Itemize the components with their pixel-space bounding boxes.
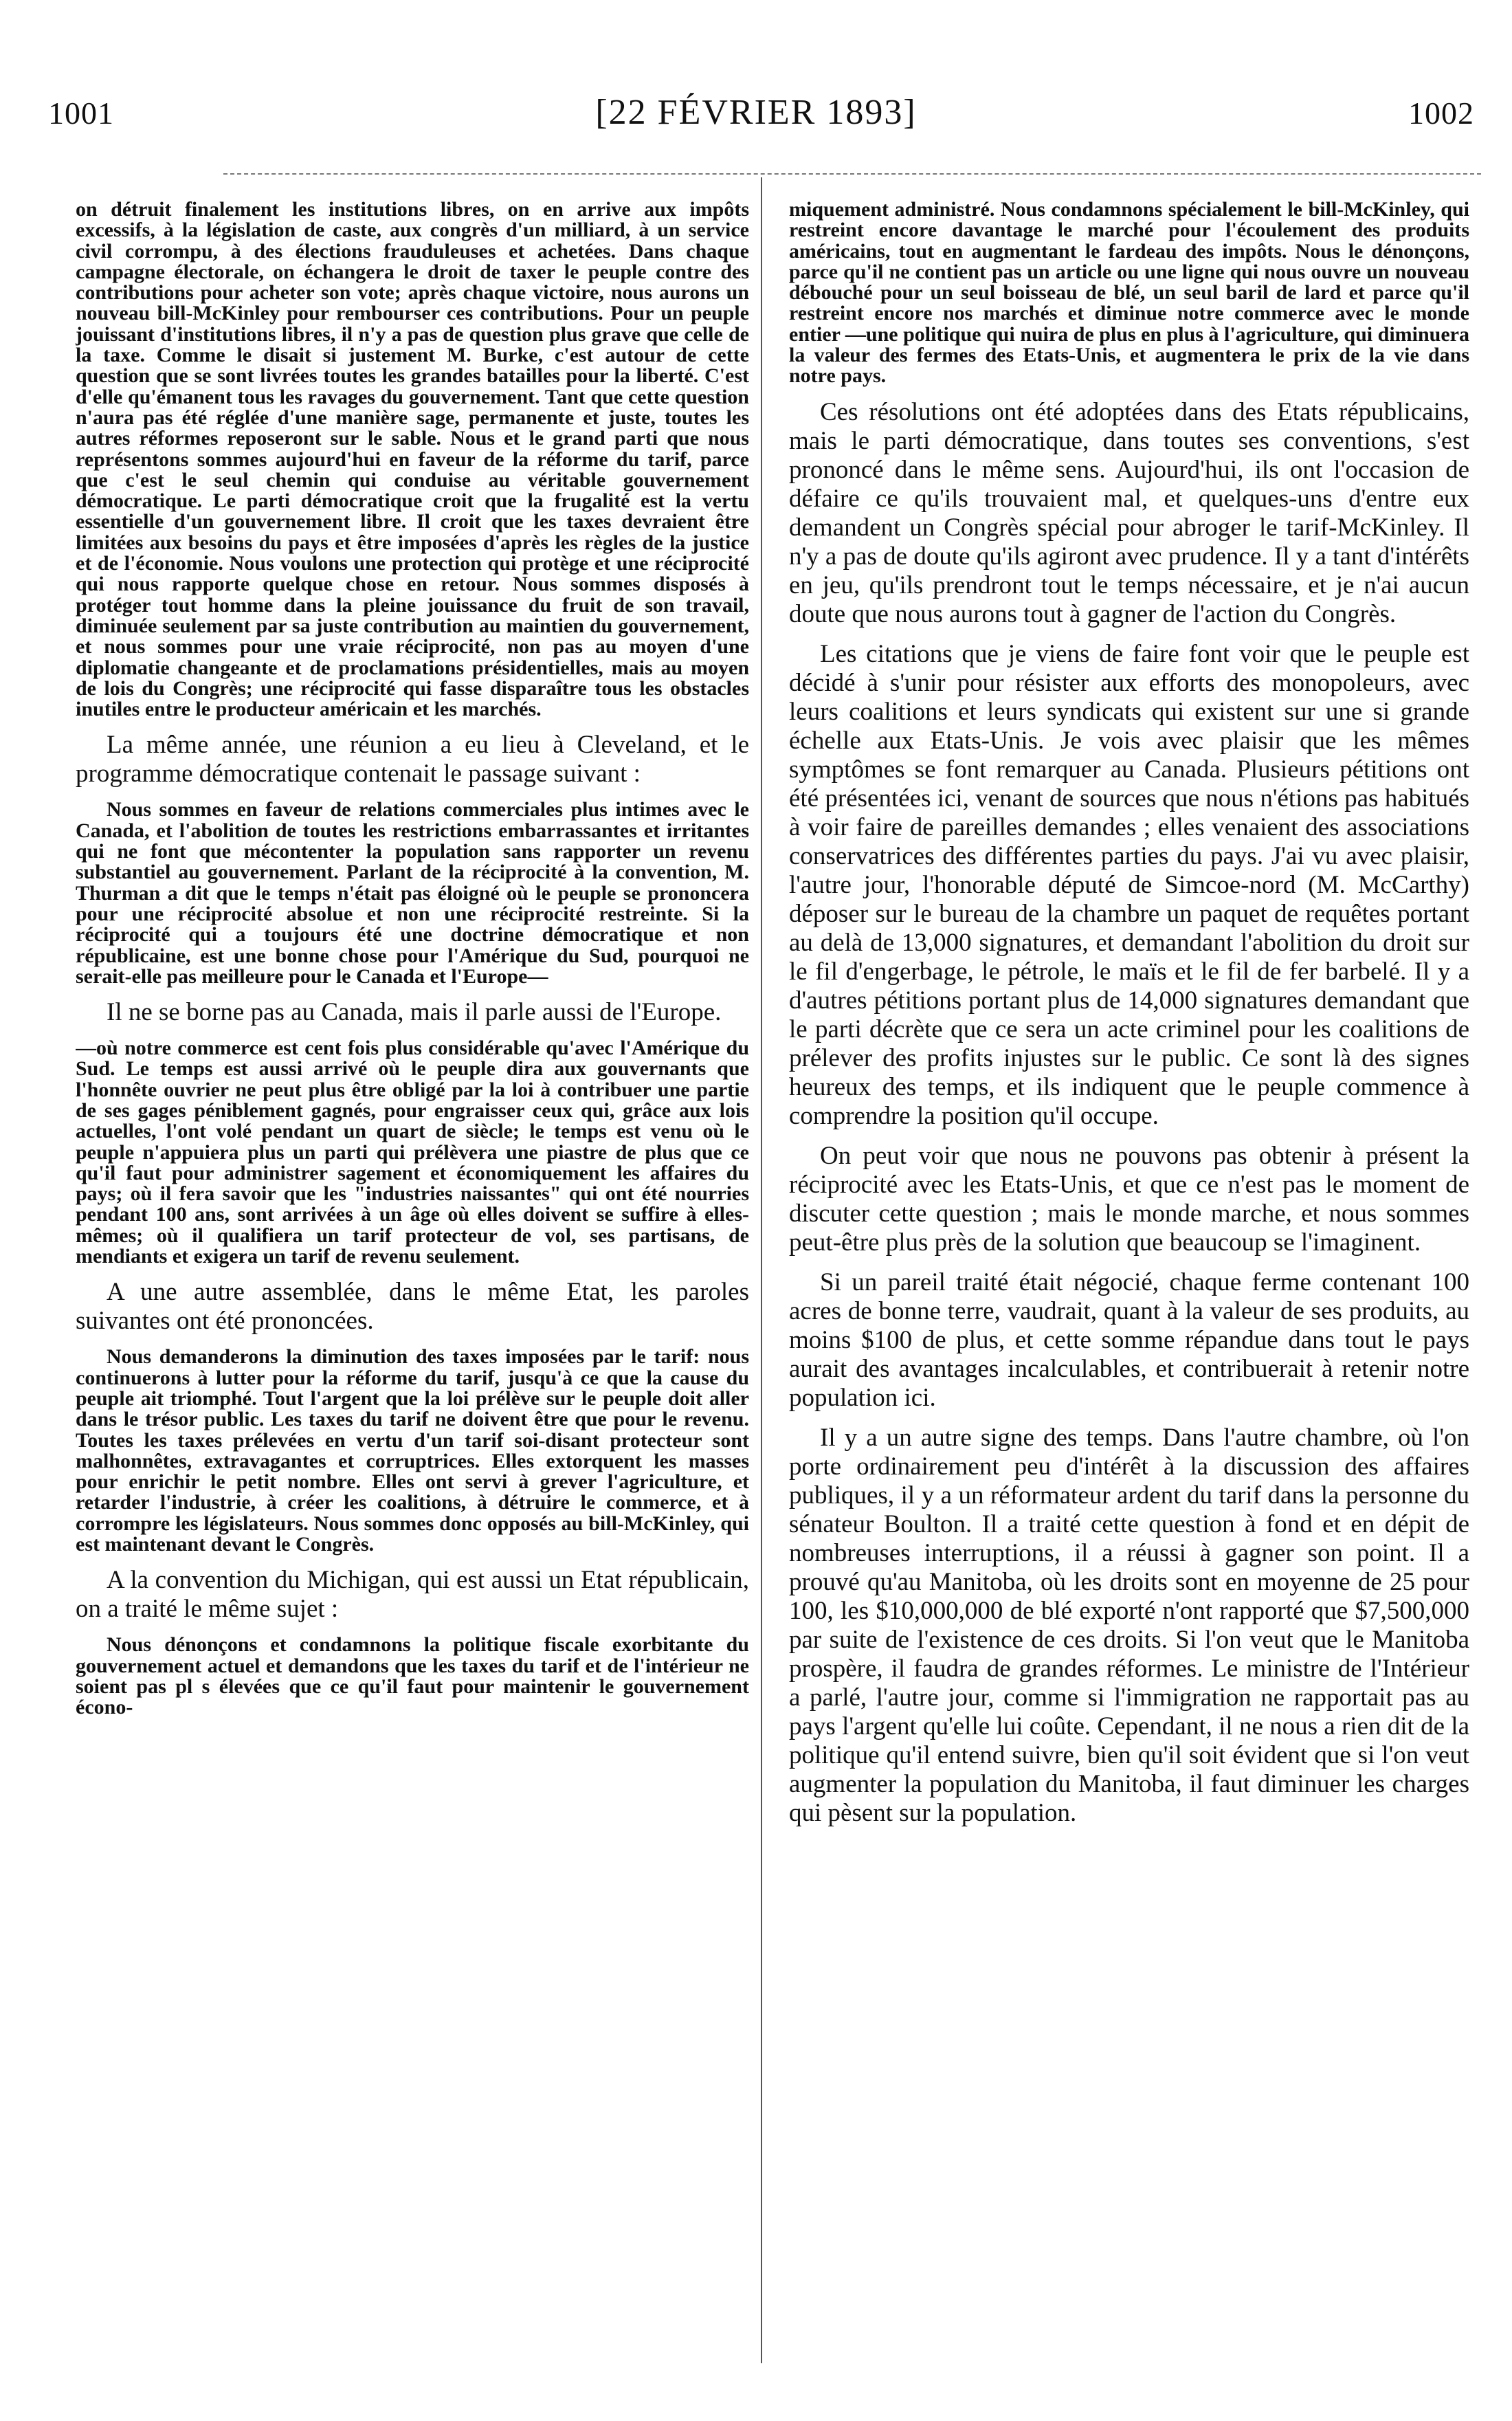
header-rule (223, 173, 1481, 175)
right-paragraph-6: Il y a un autre signe des temps. Dans l'autre chambre, où l'on porte ordinairement peu d'intérêt à la discussion des affaires publiques, il y a un réformateur ardent du tarif dans la personne du sénateur Boulton. Il a traité cette question à fond et en dépit de nombreuses interruptions, il a réussi à gagner son point. Il a prouvé qu'au Manitoba, où les droits sont en moyenne de 25 pour 100, les $10,000,000 de blé exporté n'ont rapporté que $7,500,000 par suite de l'existence de ces droits. Si l'on veut que le Manitoba prospère, il faudra de grandes réformes. Le ministre de l'Intérieur a parlé, l'autre jour, comme si l'immigration ne rapportait pas au pays l'argent qu'elle lui coûte. Cependant, il ne nous a rien dit de la politique qu'il entend suivre, bien qu'il soit évident que si l'on veut augmenter la population du Manitoba, il faut diminuer les charges qui pèsent sur la population. (789, 1423, 1469, 1827)
left-paragraph-6: A une autre assemblée, dans le même Etat, les paroles suivantes ont été prononcées. (76, 1278, 749, 1336)
page-number-right: 1002 (1408, 96, 1474, 131)
right-quote-1: miquement administré. Nous condamnons spécialement le bill-McKinley, qui restreint encore davantage le marché pour l'écoulement des produits américains, tout en augmentant le fardeau des impôts. Nous le dénonçons, parce qu'il ne contient pas un article ou une ligne qui nous ouvre un nouveau débouché pour un seul boisseau de blé, un seul baril de lard et parce qu'il restreint encore nos marchés et diminue notre commerce avec le monde entier —une politique qui nuira de plus en plus à l'agriculture, qui diminuera la valeur des fermes des Etats-Unis, et augmentera le prix de la vie dans notre pays. (789, 199, 1469, 388)
left-column (76, 199, 749, 2378)
right-column (789, 199, 1469, 2385)
left-paragraph-8: A la convention du Michigan, qui est aussi un Etat républicain, on a traité le même sujet : (76, 1566, 749, 1624)
right-paragraph-2: Ces résolutions ont été adoptées dans des Etats républicains, mais le parti démocratique, dans toutes ses conventions, s'est prononcé dans le même sens. Aujourd'hui, ils ont l'occasion de défaire ce qu'ils trouvaient mal, et quelques-uns d'entre eux demandent un Congrès spécial pour abroger le tarif-McKinley. Il n'y a pas de doute qu'ils agiront avec prudence. Il y a tant d'intérêts en jeu, qu'ils prendront tout le temps nécessaire, et je n'ai aucun doute que nous aurons tout à gagner de l'action du Congrès. (789, 397, 1469, 628)
right-paragraph-3: Les citations que je viens de faire font voir que le peuple est décidé à s'unir pour résister aux efforts des monopoleurs, avec leurs coalitions et leurs syndicats qui existent sur une si grande échelle aux Etats-Unis. Je vois avec plaisir que les mêmes symptômes se font remarquer au Canada. Plusieurs pétitions ont été présentées ici, venant de sources que nous n'étions pas habitués à voir faire de pareilles demandes ; elles venaient des associations conservatrices des différentes parties du pays. J'ai vu avec plaisir, l'autre jour, l'honorable député de Simcoe-nord (M. McCarthy) déposer sur le bureau de la chambre un paquet de requêtes portant au delà de 13,000 signatures, et demandant l'abolition du droit sur le fil d'engerbage, le pétrole, le maïs et le fil de fer barbelé. Il y a d'autres pétitions portant plus de 14,000 signatures demandant que le parti décrète que ce sera un acte criminel pour les coalitions de prélever des profits injustes sur le public. Ce sont là des signes heureux des temps, et ils indiquent que le peuple commence à comprendre la position qu'il occupe. (789, 639, 1469, 1130)
page-header (0, 0, 1512, 172)
column-divider (761, 177, 762, 2363)
left-paragraph-2: La même année, une réunion a eu lieu à Cleveland, et le programme démocratique contenait le passage suivant : (76, 731, 749, 788)
page-number-left: 1001 (48, 96, 114, 131)
left-quote-7: Nous demanderons la diminution des taxes imposées par le tarif: nous continuerons à lutter pour la réforme du tarif, jusqu'à ce que la cause du peuple ait triomphé. Tout l'argent que la loi prélève sur le peuple doit aller dans le trésor public. Les taxes du tarif ne doivent être que pour le revenu. Toutes les taxes prélevées en vertu d'un tarif soi-disant protecteur sont malhonnêtes, extravagantes et corruptrices. Elles extorquent les masses pour enrichir le petit nombre. Elles ont servi à grever l'agriculture, et retarder l'industrie, à créer les coalitions, à détruire le commerce, et à corrompre les législateurs. Nous sommes donc opposés au bill-McKinley, qui est maintenant devant le Congrès. (76, 1345, 749, 1556)
right-paragraph-5: Si un pareil traité était négocié, chaque ferme contenant 100 acres de bonne terre, vaudrait, quant à la valeur de ses produits, au moins $100 de plus, et cette somme répandue dans tout le pays aurait des avantages incalculables, et contribuerait à retenir notre population ici. (789, 1268, 1469, 1412)
right-paragraph-4: On peut voir que nous ne pouvons pas obtenir à présent la réciprocité avec les Etats-Unis, et que ce n'est pas le moment de discuter cette question ; mais le monde marche, et nous sommes peut-être plus près de la solution que beaucoup se l'imaginent. (789, 1141, 1469, 1257)
left-quote-3: Nous sommes en faveur de relations commerciales plus intimes avec le Canada, et l'abolition de toutes les restrictions embarrassantes et irritantes qui ne font que mécontenter la population sans rapporter un revenu substantiel au gouvernement. Parlant de la réciprocité à la convention, M. Thurman a dit que le temps n'était pas éloigné où le peuple se prononcera pour une réciprocité absolue et non une réciprocité restreinte. Si la réciprocité qui a toujours été une doctrine démocratique et non républicaine, est une bonne chose pour l'Amérique du Sud, pourquoi ne serait-elle pas meilleure pour le Canada et l'Europe— (76, 798, 749, 988)
left-quote-5: —où notre commerce est cent fois plus considérable qu'avec l'Amérique du Sud. Le temps est aussi arrivé où le peuple dira aux gouvernants que l'honnête ouvrier ne peut plus être obligé par la loi à contribuer une partie de ses gages péniblement gagnés, pour engraisser ceux qui, grâce aux lois actuelles, l'ont volé pendant un quart de siècle; le temps est venu où le peuple n'appuiera plus un parti qui prélèvera une piastre de plus que ce qu'il faut pour administrer sagement et économiquement les affaires du pays; où il fera savoir que les "industries naissantes" qui ont été nourries pendant 100 ans, sont arrivées à un âge où elles doivent se suffire à elles-mêmes; où il qualifiera un tarif protecteur de vol, ses partisans, de mendiants et exigera un tarif de revenu seulement. (76, 1037, 749, 1268)
left-paragraph-4: Il ne se borne pas au Canada, mais il parle aussi de l'Europe. (107, 998, 722, 1027)
left-quote-9: Nous dénonçons et condamnons la politique fiscale exorbitante du gouvernement actuel et demandons que les taxes du tarif et de l'intérieur ne soient pas pl s élevées que ce qu'il faut pour maintenir le gouvernement écono- (76, 1633, 749, 1719)
left-quote-1: on détruit finalement les institutions libres, on en arrive aux impôts excessifs, à la législation de caste, aux congrès d'un milliard, à un service civil corrompu, à des élections frauduleuses et achetées. Dans chaque campagne électorale, on échangera le droit de taxer le peuple contre des contributions pour acheter son vote; après chaque victoire, nous aurons un nouveau bill-McKinley pour rembourser ces contributions. Pour un peuple jouissant d'institutions libres, il n'y a pas de question plus grave que celle de la taxe. Comme le disait si justement M. Burke, c'est autour de cette question que se sont livrées toutes les grandes batailles pour la liberté. C'est d'elle qu'émanent tous les ravages du gouvernement. Tant que cette question n'aura pas été réglée d'une manière sage, permanente et juste, toutes les autres réformes reposeront sur le sable. Nous et le grand parti que nous représentons sommes aujourd'hui en faveur de la réforme du tarif, parce que c'est le seul chemin qui conduise au véritable gouvernement démocratique. Le parti démocratique croit que la frugalité est la vertu essentielle d'un gouvernement libre. Il croit que les taxes devraient être limitées aux besoins du pays et être imposées d'après les règles de la justice et de l'économie. Nous voulons une protection qui protège et une réciprocité qui nous rapporte quelque chose en retour. Nous sommes disposés à protéger tout homme dans la pleine jouissance du fruit de son travail, diminuée seulement par sa juste contribution au maintien du gouvernement, et nous sommes pour une vraie réciprocité, non pas au moyen d'une diplomatie changeante et de proclamations présidentielles, mais au moyen de lois du Congrès; une réciprocité qui fasse disparaître tous les obstacles inutiles entre le producteur américain et les marchés. (76, 199, 749, 721)
header-date: [22 FÉVRIER 1893] (595, 93, 917, 132)
